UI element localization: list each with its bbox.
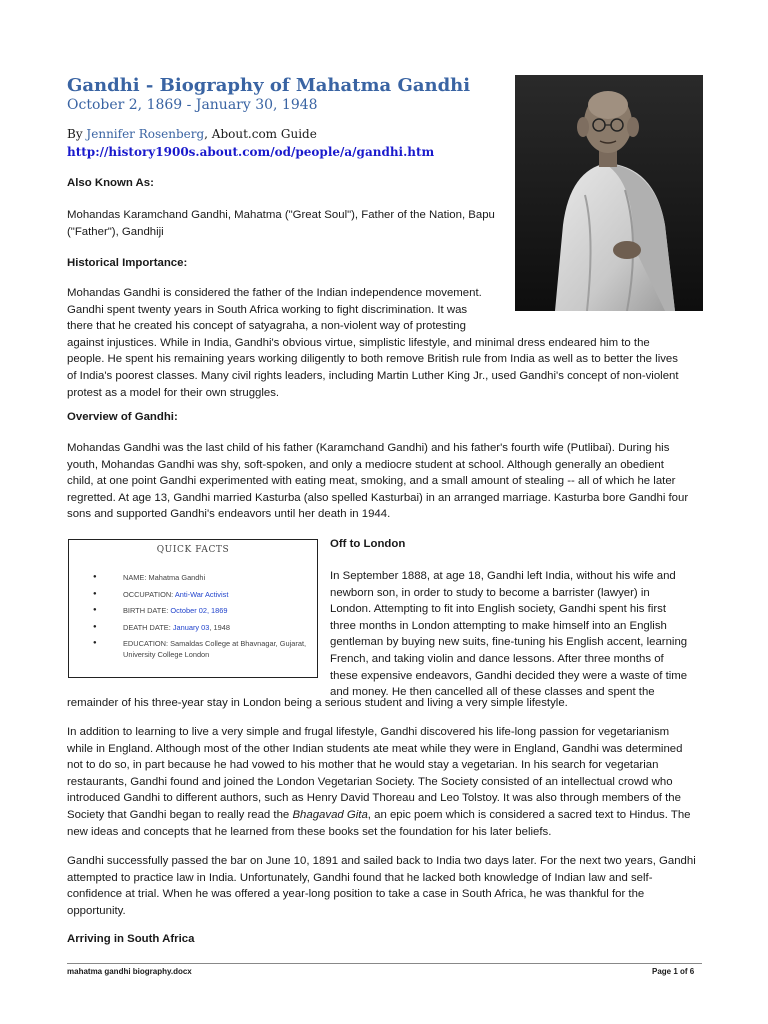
text-line: confidence at trial. When he was offered a year-long position to take a case in South Africa, he was thankful for the (67, 888, 645, 901)
document-title: Gandhi - Biography of Mahatma Gandhi (67, 75, 471, 96)
text-line: ("Father"), Gandhiji (67, 225, 164, 238)
death-date-link[interactable]: January 03 (172, 622, 210, 632)
text-line: three months in London attempting to make himself into an English (330, 619, 667, 632)
text-segment: , an epic poem which is considered a sacred text to Hindus. The (367, 808, 691, 821)
text-line: attempted to practice law in India. Unfortunately, Gandhi found that he lacked both knowledge of Indian law and self- (67, 871, 653, 884)
text-line: Mohandas Gandhi was the last child of his father (Karamchand Gandhi) and his father's fourth wife (Putlibai). During his (67, 442, 670, 454)
off-to-london-continuation (67, 695, 702, 712)
text-line: and money. He then cancelled all of these classes and spent the (330, 686, 655, 699)
fact-death-date (93, 622, 313, 633)
text-line: newborn son, in order to study to become a barrister (lawyer) in (330, 586, 650, 599)
historical-importance-heading: Historical Importance: (67, 257, 188, 269)
footer-filename: mahatma gandhi biography.docx (67, 967, 192, 976)
bar-text (67, 853, 702, 919)
arriving-heading: Arriving in South Africa (67, 933, 195, 945)
text-line: while in England. Although most of the other Indian students ate meat while they were in England, Gandhi was determined (67, 742, 683, 755)
text-line: not to do so, in part because he had vowed to his mother that he would stay a vegetarian. In his search for vegetarian (67, 759, 659, 772)
fact-birth-date (93, 605, 313, 616)
text-line: Mohandas Karamchand Gandhi, Mahatma ("Great Soul"), Father of the Nation, Bapu (67, 209, 495, 221)
footer-page-number: Page 1 of 6 (652, 967, 695, 976)
text-line: French, and taking violin and dance lessons. After three months of (330, 652, 664, 665)
birth-date-link[interactable]: October 02, 1869 (170, 606, 228, 616)
text-line: gentleman by buying new suits, fine-tuning his English accent, learning (330, 636, 688, 649)
footer-divider (67, 963, 702, 964)
death-year: , 1948 (209, 622, 230, 632)
text-line: against injustices. While in India, Gandhi's obvious virtue, simplistic lifestyle, and minimal dress endeared him to the (67, 336, 650, 349)
quick-facts-title: QUICK FACTS (156, 545, 230, 555)
text-line: remainder of his three-year stay in London being a serious student and living a very simple lifestyle. (67, 697, 568, 709)
byline (67, 127, 317, 141)
off-to-london-heading: Off to London (330, 538, 406, 550)
life-dates: October 2, 1869 - January 30, 1948 (67, 97, 318, 113)
fact-label: OCCUPATION: (123, 589, 175, 599)
historical-importance-text (67, 285, 702, 401)
fact-education: ● EDUCATION: Samaldas College at Bhavnagar, Gujarat, University College London (93, 638, 313, 660)
text-line: In addition to learning to live a very simple and frugal lifestyle, Gandhi discovered his life-long passion for vegetarianism (67, 726, 670, 738)
author-link[interactable]: Jennifer Rosenberg (86, 127, 205, 141)
text-line: youth, Mohandas Gandhi was shy, soft-spoken, and only a mediocre student at school. Although generally an obedient (67, 458, 664, 471)
fact-label: BIRTH DATE: (123, 606, 171, 616)
text-line: London. Attempting to fit into English society, Gandhi spent his first (330, 603, 667, 616)
byline-suffix: , About.com Guide (204, 127, 317, 141)
also-known-as-heading: Also Known As: (67, 177, 154, 189)
text-line: of India's poorest classes. Many civil rights leaders, including Martin Luther King Jr., used Gandhi's concept of non-violent (67, 369, 679, 382)
quick-facts-box (68, 539, 318, 678)
off-to-london-text (330, 568, 702, 701)
text-line: these expensive endeavors, Gandhi decided they were a waste of time (330, 669, 688, 682)
text-line: there that he created his concept of satyagraha, a non-violent way of protesting (67, 320, 466, 333)
text-line: opportunity. (67, 904, 126, 917)
book-title: Bhagavad Gita (292, 808, 368, 821)
text-line: Gandhi successfully passed the bar on June 10, 1891 and sailed back to India two days later. For the next two years, Gandhi (67, 855, 696, 867)
vegetarian-text (67, 724, 702, 840)
source-url-link[interactable]: http://history1900s.about.com/od/people/a/gandhi.htm (67, 145, 435, 159)
quick-facts-list (93, 572, 313, 666)
text-line: Mohandas Gandhi is considered the father of the Indian independence movement. (67, 287, 482, 299)
fact-occupation (93, 589, 313, 600)
overview-text (67, 440, 702, 523)
text-line: In September 1888, at age 18, Gandhi left India, without his wife and (330, 570, 676, 582)
text-line: regretted. At age 13, Gandhi married Kasturba (also spelled Kasturbai) in an arranged marriage. Kasturba bore Gandhi four (67, 491, 689, 504)
text-segment: Society that Gandhi began to really read the (67, 808, 293, 821)
text-line: protest as a model for their own struggles. (67, 386, 280, 399)
text-line: people. He spent his remaining years working diligently to both remove British rule from India as well as to better the lives (67, 353, 678, 366)
text-line-bhagavad-gita (67, 807, 702, 824)
also-known-as-text (67, 207, 702, 240)
fact-label: DEATH DATE: (123, 622, 173, 632)
fact-name: ● NAME: Mahatma Gandhi (93, 572, 313, 583)
text-line: Gandhi spent twenty years in South Africa working to fight discrimination. It was (67, 303, 468, 316)
gandhi-portrait-photo (515, 75, 703, 311)
byline-prefix: By (67, 127, 87, 141)
text-line: introduced Gandhi to different authors, such as Henry David Thoreau and Leo Tolstoy. It was also through members of the (67, 792, 681, 805)
text-line: child, at one point Gandhi experimented with eating meat, smoking, and a small amount of stealing -- all of which he later (67, 475, 676, 488)
text-line: new ideas and concepts that he learned from these books set the foundation for his later beliefs. (67, 825, 552, 838)
occupation-link[interactable]: Anti-War Activist (174, 589, 229, 599)
text-line: restaurants, Gandhi found and joined the London Vegetarian Society. The Society consisted of an intellectual crowd who (67, 775, 673, 788)
overview-heading: Overview of Gandhi: (67, 411, 178, 423)
text-line: sons and supported Gandhi's endeavors until her death in 1944. (67, 508, 391, 521)
